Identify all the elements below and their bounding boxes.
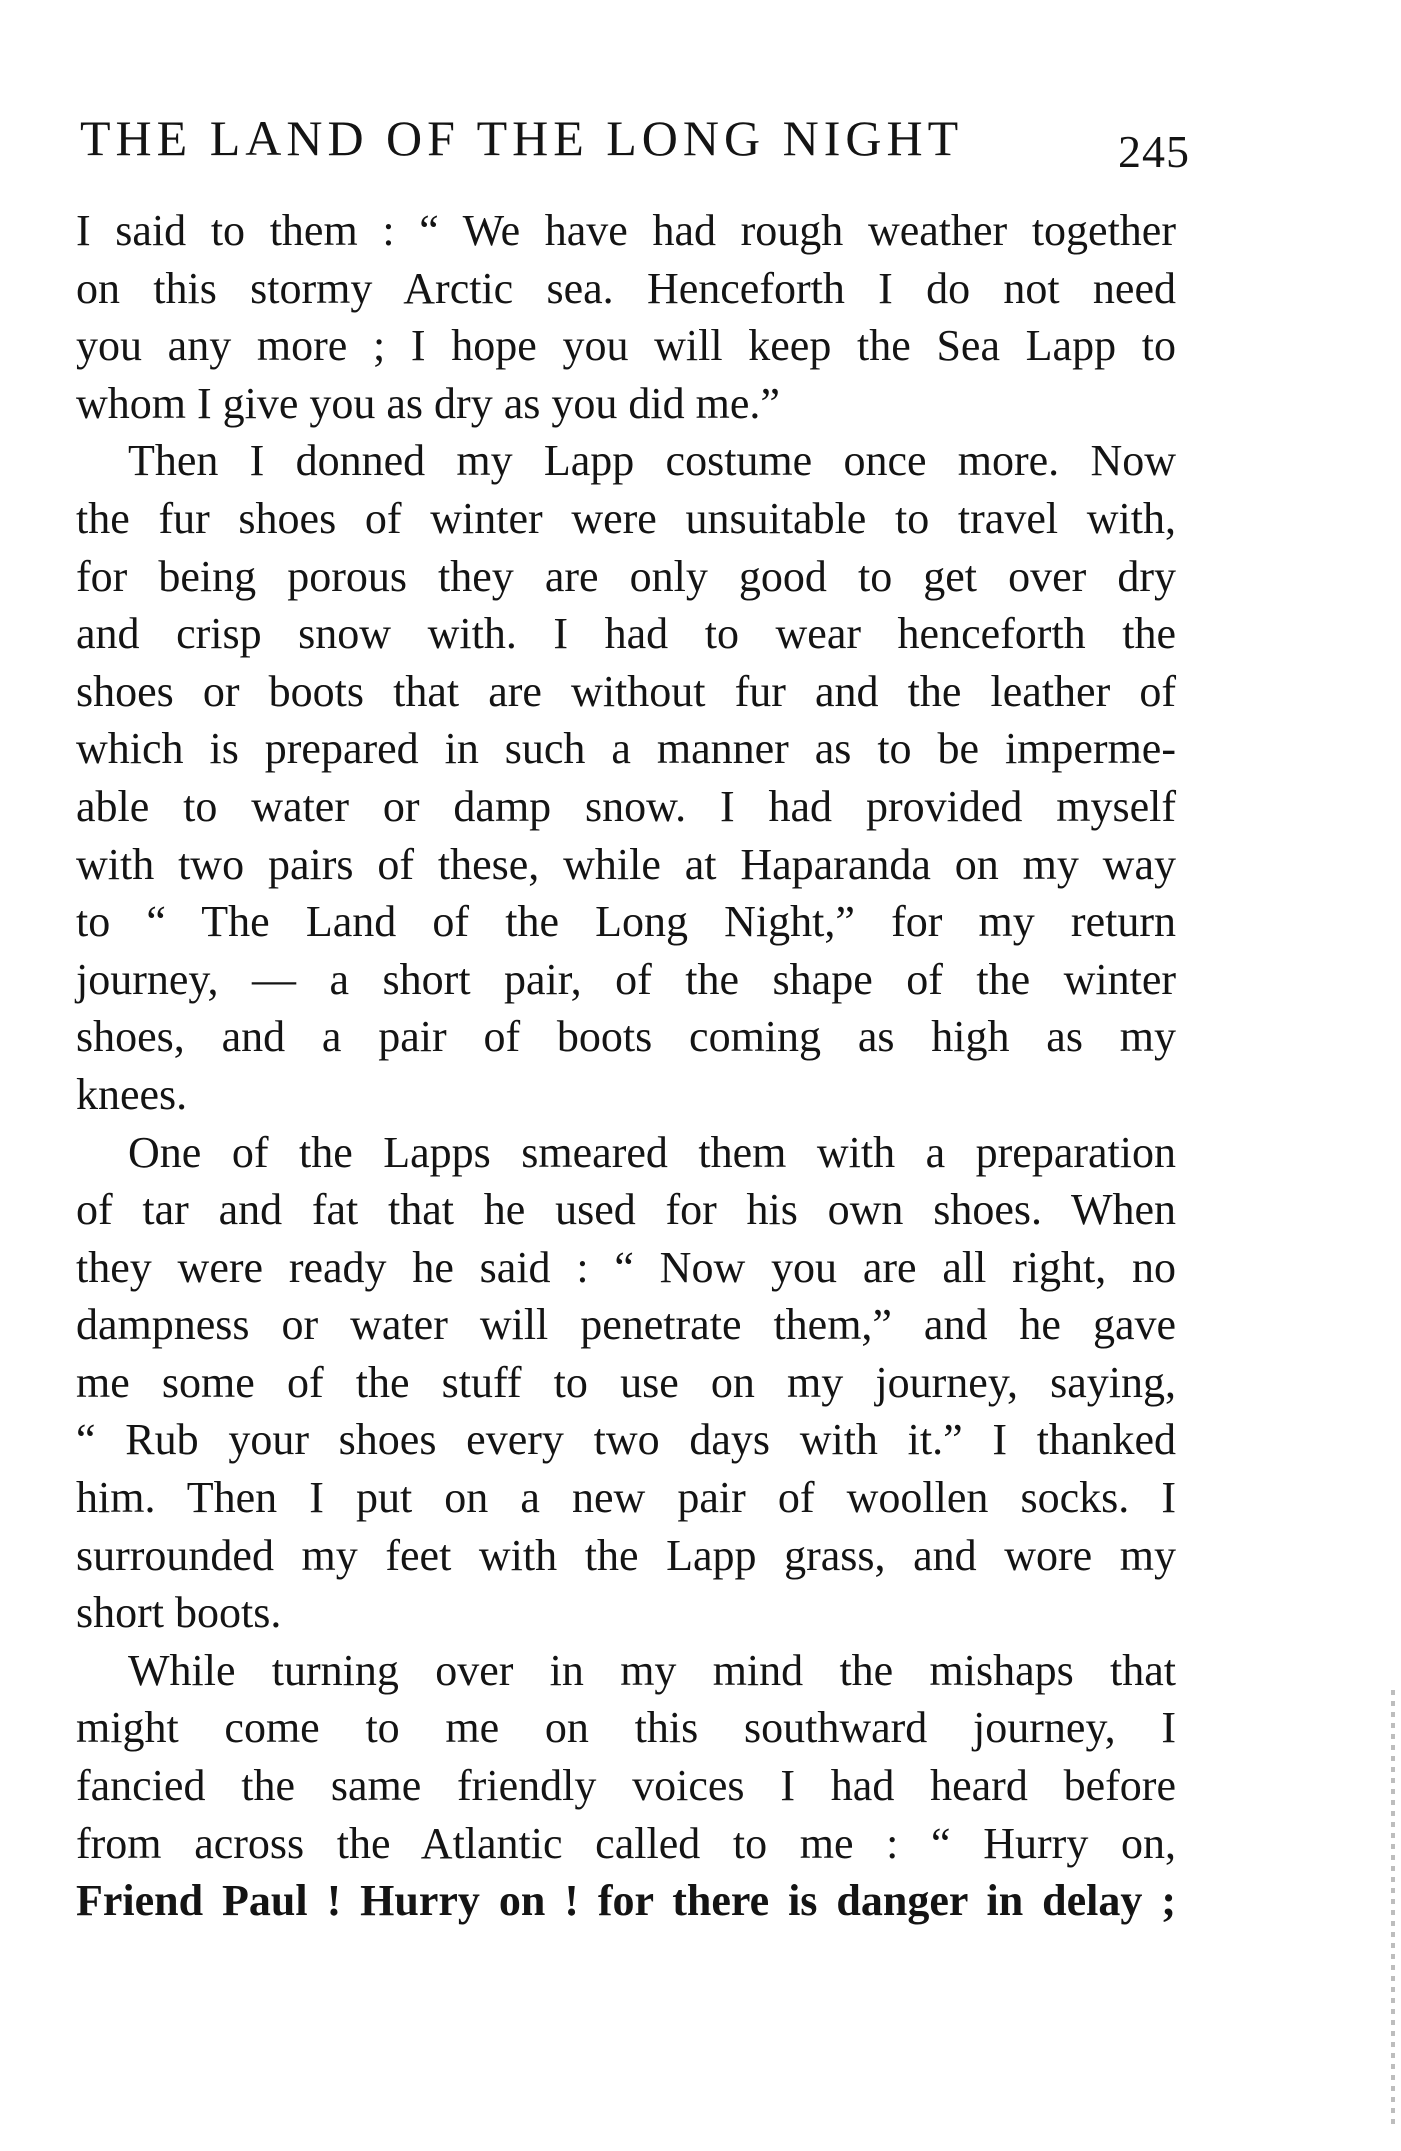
text-line: short boots. xyxy=(76,1588,282,1638)
text-line: they were ready he said : “ Now you are all right, no xyxy=(76,1242,1176,1292)
text-line: the fur shoes of winter were unsuitable to travel with, xyxy=(76,493,1176,543)
text-line: for being porous they are only good to get over dry xyxy=(76,551,1176,601)
text-line: “ Rub your shoes every two days with it.” I thanked xyxy=(76,1415,1176,1465)
text-line: able to water or damp snow. I had provided myself xyxy=(76,781,1176,831)
text-line: One of the Lapps smeared them with a preparation xyxy=(128,1127,1176,1177)
text-line: I said to them : “ We have had rough weather together xyxy=(76,206,1176,255)
text-line: to “ The Land of the Long Night,” for my return xyxy=(76,897,1176,947)
text-line: fancied the same friendly voices I had heard before xyxy=(76,1761,1176,1811)
text-line: whom I give you as dry as you did me.” xyxy=(76,378,780,428)
running-head xyxy=(80,108,1190,178)
text-line: Then I donned my Lapp costume once more. Now xyxy=(128,436,1176,486)
body-text xyxy=(76,202,1176,1930)
text-line: knees. xyxy=(76,1069,188,1119)
text-line: on this stormy Arctic sea. Henceforth I do not need xyxy=(76,263,1176,313)
text-line: me some of the stuff to use on my journey, saying, xyxy=(76,1357,1176,1407)
text-line: dampness or water will penetrate them,” and he gave xyxy=(76,1300,1176,1350)
text-line: While turning over in my mind the mishaps that xyxy=(128,1645,1176,1695)
page-edge-mark xyxy=(1391,1690,1395,2130)
text-line: surrounded my feet with the Lapp grass, and wore my xyxy=(76,1530,1176,1580)
text-line: of tar and fat that he used for his own shoes. When xyxy=(76,1185,1176,1235)
text-line: from across the Atlantic called to me : “ Hurry on, xyxy=(76,1818,1176,1868)
page-number: 245 xyxy=(1118,126,1190,177)
text-line: which is prepared in such a manner as to be imperme- xyxy=(76,724,1176,774)
text-line: shoes or boots that are without fur and the leather of xyxy=(76,666,1176,716)
text-line: with two pairs of these, while at Haparanda on my way xyxy=(76,839,1176,889)
text-line: might come to me on this southward journey, I xyxy=(76,1703,1176,1753)
text-line: Friend Paul ! Hurry on ! for there is danger in delay ; xyxy=(76,1876,1176,1926)
text-line: him. Then I put on a new pair of woollen socks. I xyxy=(76,1473,1176,1523)
text-line: you any more ; I hope you will keep the Sea Lapp to xyxy=(76,321,1176,371)
text-line: and crisp snow with. I had to wear henceforth the xyxy=(76,609,1176,659)
text-line: shoes, and a pair of boots coming as high as my xyxy=(76,1012,1176,1062)
running-title: THE LAND OF THE LONG NIGHT xyxy=(80,110,964,166)
text-line: journey, — a short pair, of the shape of the winter xyxy=(76,954,1176,1004)
